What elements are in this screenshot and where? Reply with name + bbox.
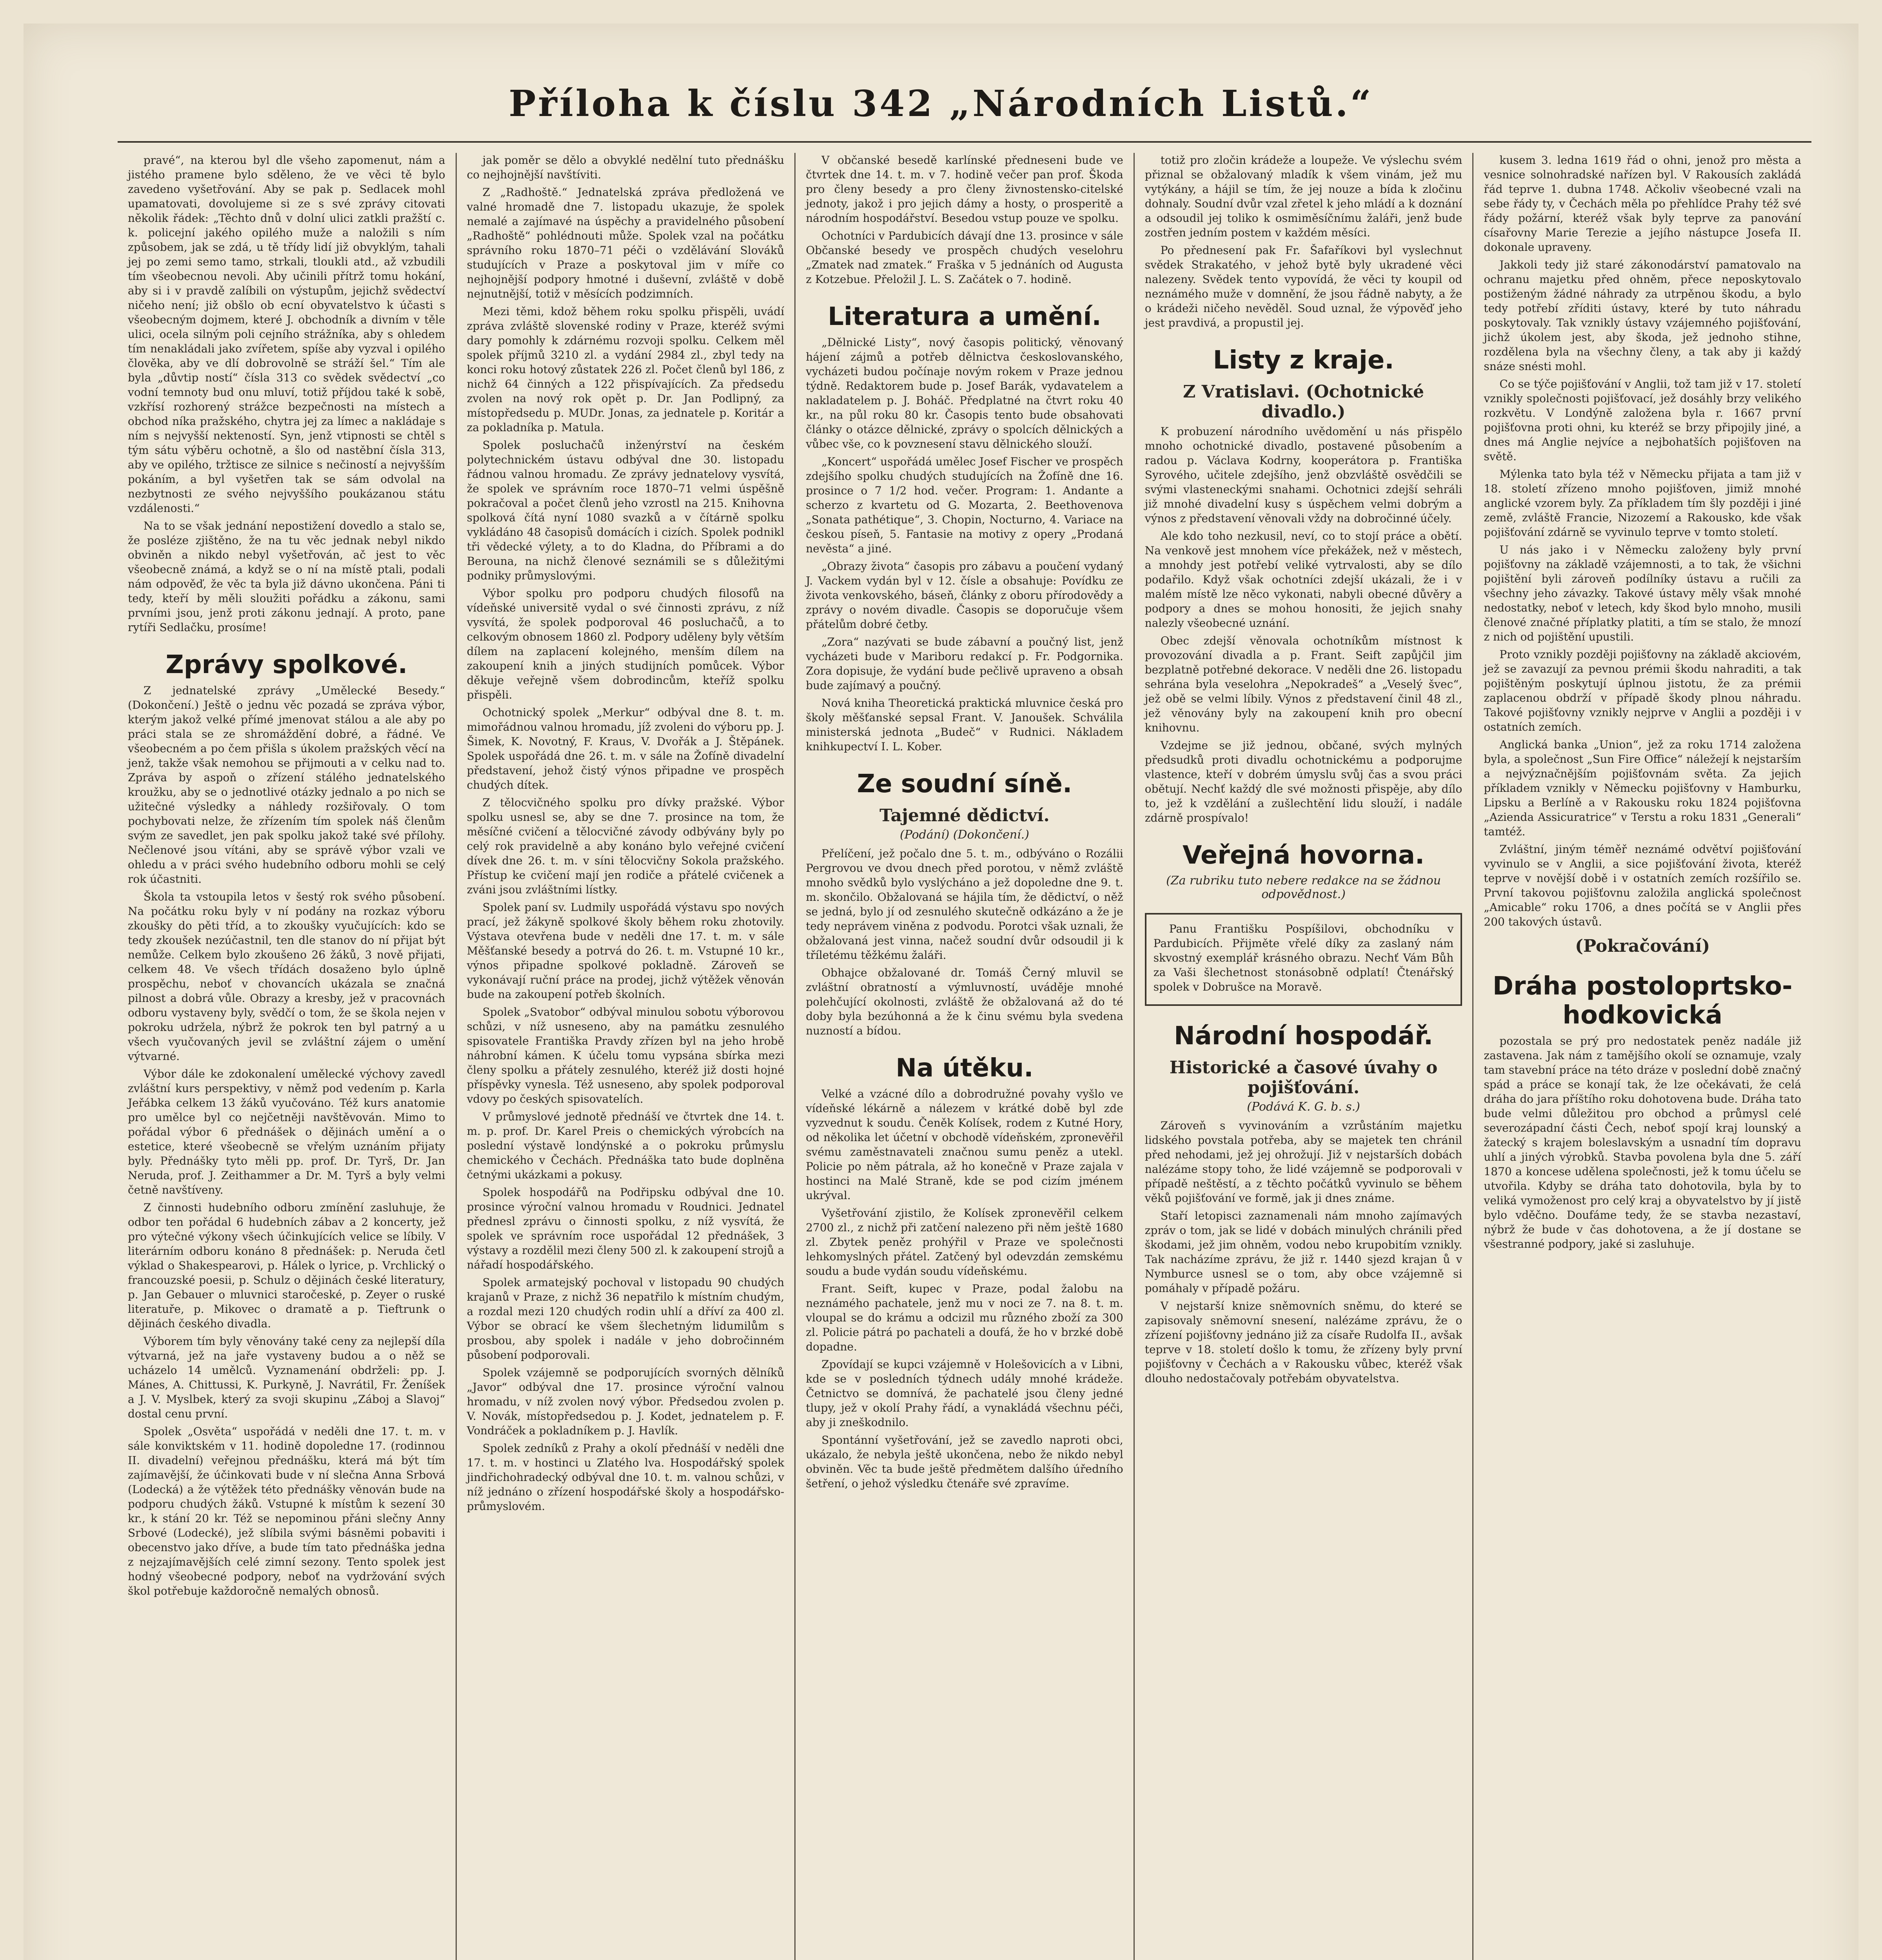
article-paragraph: Škola ta vstoupila letos v šestý rok svého působení. Na počátku roku byly v ní podány na rozkaz výboru zkoušky do pěti tříd, a to zkoušky vyučujících: kdo se tedy zkoušek nezúčastnil, ten dle stanov do ní přijat být nemůže. Celkem bylo zkoušeno 26 žáků, 3 nově přijati, celkem 48. Ve všech třídách dosaženo bylo úplně prospěchu, neboť v chovancích ukázala se značná pilnost a dobrá vůle. Obrazy a kresby, jež v pracovnách odboru vystaveny byly, svědčí o tom, že se škola nejen v pokroku udržela, nýbrž že pokrok ten byl patrný a u všech vyučovaných jevil se zvláštní zájem o umění výtvarné.: [128, 890, 445, 1063]
column-4: [1135, 153, 1474, 1960]
article-paragraph: Spontánní vyšetřování, jež se zavedlo naproti obci, ukázalo, že nebyla ještě ukončena, nebo že nikdo nebyl obviněn. Věc ta bude ještě předmětem dalšího úředního šetření, o jehož výsledku čtenáře své zpravíme.: [806, 1434, 1123, 1490]
article-paragraph: Nová kniha Theoretická praktická mluvnice česká pro školy měšťanské sepsal Frant. V. Janoušek. Schválila ministerská jednota „Budeč“ v Rudnici. Nákladem knihkupectví I. L. Kober.: [806, 697, 1123, 753]
article-paragraph: U nás jako i v Německu založeny byly první pojišťovny na základě vzájemnosti, a to tak, že všichni pojištění byli zároveň podílníky ústavu a ručili za všechny jeho závazky. Takové ústavy měly však mnohé nedostatky, neboť v letech, kdy škod bylo mnoho, musili členové značné příplatky platiti, a tím se stalo, že mnozí z nich od pojištění upustili.: [1484, 543, 1801, 643]
article-title: Tajemné dědictví.: [879, 806, 1050, 826]
article-title: Historické a časové úvahy o pojišťování.: [1169, 1058, 1438, 1098]
article-paragraph: Z činnosti hudebního odboru zmínění zasluhuje, že odbor ten pořádal 6 hudebních zábav a 2 koncerty, jež pro výtečné výkony všech účinkujících velice se líbily. V literárním odboru konáno 8 přednášek: p. Neruda četl výklad o Shakespearovi, p. Hálek o lyrice, p. Vrchlický o francouzské poesii, p. Schulz o dějinách české literatury, p. Jan Gebauer o mluvnici staročeské, p. Zeyer o ruské literatuře, p. Mikovec o dramatě a p. Tieftrunk o dějinách českého divadla.: [128, 1201, 445, 1330]
section-heading: Literatura a umění.: [828, 302, 1101, 331]
article-paragraph: Mezi těmi, kdož během roku spolku přispěli, uvádí zpráva zvláště slovenské rodiny v Praze, kteréž svými dary pomohly k zdárnému rozvoji spolku. Celkem měl spolek příjmů 3210 zl. a vydání 2984 zl., zbyl tedy na konci roku hotový zůstatek 226 zl. Počet členů byl 186, z nichž 64 činných a 122 přispívajících. Za předsedu zvolen na nový rok opět p. Dr. Jan Podlipný, za místopředsedu p. MUDr. Jonas, za jednatele p. Koritár a za pokladníka p. Matula.: [467, 305, 785, 434]
article-paragraph: Staří letopisci zaznamenali nám mnoho zajímavých zpráv o tom, jak se lidé v dobách minulých chránili před škodami, jež jim ohněm, vodou nebo krupobitím vznikly. Tak nacházíme zprávu, že již r. 1440 sjezd krajan ů v Nymburce usnesl se o tom, aby obce vzájemně si pomáhaly v případě požáru.: [1144, 1209, 1462, 1295]
section-heading: Dráha postoloprtsko-hodkovická: [1492, 972, 1793, 1030]
article-paragraph: Výbor dále ke zdokonalení umělecké výchovy zavedl zvláštní kurs perspektivy, v němž pod vedením p. Karla Jeřábka celkem 13 žáků vyučováno. Též kurs anatomie pro umělce byl co nejčetněji navštěvován. Mimo to pořádal výbor 6 přednášek o dějinách umění a o estetice, které všeobecně se vřelým uznáním přijaty byly. Přednášky tyto měli pp. prof. Dr. Tyrš, Dr. Jan Neruda, prof. J. Zeithammer a Dr. M. Tyrš a byly velmi četně navštíveny.: [128, 1067, 445, 1196]
article-paragraph: pozostala se prý pro nedostatek peněz nadále již zastavena. Jak nám z tamějšího okolí se oznamuje, vzaly tam stavební práce na této dráze v poslední době značný spád a práce se konají tak, že lze očekávati, že celá dráha do jara příštího roku dohotovena bude. Dráha tato bude velmi důležitou pro obchod a průmysl celé severozápadní části Čech, neboť spojí kraj lounský a žatecký s krajem boleslavským a usnadní tím dopravu uhlí a jiných výrobků. Stavba povolena byla dne 5. září 1870 a koncese udělena společnosti, jež k tomu účelu se utvořila. Kdyby se dráha tato dohotovila, byla by to veliká vymoženost pro celý kraj a obyvatelstvo by jí jistě bylo vděčno. Doufáme tedy, že se stavba nezastaví, nýbrž že bude v čas dohotovena, a že jí dostane se všestranné podpory, jaké si zasluhuje.: [1484, 1034, 1801, 1250]
article-paragraph: „Obrazy života“ časopis pro zábavu a poučení vydaný J. Vackem vydán byl v 12. čísle a obsahuje: Povídku ze života venkovského, báseň, články z oboru přírodovědy a zprávy o novém divadle. Časopis se doporučuje všem přátelům dobré četby.: [806, 560, 1123, 631]
article-paragraph: Ale kdo toho nezkusil, neví, co to stojí práce a obětí. Na venkově jest mnohem více překážek, než v městech, a mnohdy jest potřebí veliké vytrvalosti, aby se dílo podařilo. Když však ochotníci zdejší ukázali, že i v malém místě lze něco vykonati, nabyli obecné důvěry a podpory a dnes se mohou honositi, že jejich snahy nalezly všeobecné uznání.: [1144, 530, 1462, 630]
article-paragraph: Zvláštní, jiným téměř neznámé odvětví pojišťování vyvinulo se v Anglii, a sice pojišťování života, kteréž teprve v novější době i v ostatních zemích rozšířilo se. První takovou pojišťovnu založila anglická společnost „Amicable“ roku 1706, a dnes počítá se v Anglii přes 200 takových ústavů.: [1484, 843, 1801, 928]
article-paragraph: K probuzení národního uvědomění u nás přispělo mnoho ochotnické divadlo, postavené působením a radou p. Václava Kodrny, kooperátora p. Františka Syrového, učitele zdejšího, jenž obzvláště osvědčili se svými vlasteneckými snahami. Ochotnici zdejší sehráli již mnohé divadelní kusy s úspěchem velmi dobrým a výnos z představení věnovali vždy na dobročinné účely.: [1144, 425, 1462, 525]
article-paragraph: V nejstarší knize sněmovních sněmu, do které se zapisovaly sněmovní snesení, nalézáme zprávu, že o zřízení pojišťovny jednáno již za císaře Rudolfa II., avšak teprve v 18. století došlo k tomu, že zřízeny byly první pojišťovny v Čechách a v Rakousku vůbec, kteréž však dlouho nedostačovaly potřebám obyvatelstva.: [1144, 1299, 1462, 1385]
columns: [118, 153, 1811, 1960]
article-paragraph: Ochotníci v Pardubicích dávají dne 13. prosince v sále Občanské besedy ve prospěch chudých veselohru „Zmatek nad zmatek.“ Fraška v 5 jednáních od Augusta z Kotzebue. Přeložil J. L. S. Začátek o 7. hodině.: [806, 229, 1123, 286]
column-2: [457, 153, 796, 1960]
article-paragraph: „Zora“ nazývati se bude zábavní a poučný list, jenž vycházeti bude v Mariboru redakcí p. Fr. Podgornika. Zora dopisuje, že vydání bude pečlivě upraveno a obsah bude zajímavý a poučný.: [806, 635, 1123, 692]
article-paragraph: Anglická banka „Union“, jež za roku 1714 založena byla, a společnost „Sun Fire Office“ náležejí k nejstarším a nejvýznačnějším pojišťovnám světa. Za jejich příkladem vznikly v Německu pojišťovny v Hamburku, Lipsku a Berlíně a v Rakousku roku 1824 pojišťovna „Azienda Assicuratrice“ v Terstu a roku 1831 „Generali“ tamtéž.: [1484, 738, 1801, 838]
article-paragraph: V průmyslové jednotě přednáší ve čtvrtek dne 14. t. m. p. prof. Dr. Karel Preis o chemických výrobcích na poslední výstavě londýnské a o pokroku průmyslu chemického v Čechách. Přednáška tato bude doplněna četnými ukázkami a pokusy.: [467, 1110, 785, 1181]
article-paragraph: „Dělnické Listy“, nový časopis politický, věnovaný hájení zájmů a potřeb dělnictva českoslovanského, vycházeti budou počínaje novým rokem v Praze jednou týdně. Redaktorem bude p. Josef Barák, vydavatelem a nakladatelem p. J. Boháč. Předplatné na čtvrt roku 40 kr., na půl roku 80 kr. Časopis tento bude obsahovati články o otázce dělnické, zprávy o spolcích dělnických a vůbec vše, co k povznesení stavu dělnického slouží.: [806, 336, 1123, 450]
article-paragraph: Z tělocvičného spolku pro dívky pražské. Výbor spolku usnesl se, aby se dne 7. prosince na tom, že měsíčné cvičení a tělocvičné závody odbývány byly po celý rok pravidelně a aby konáno bylo veřejné cvičení dívek dne 26. t. m. v síni tělocvičny Sokola pražského. Přístup ke cvičení mají jen rodiče a přátelé cvičenek a zváni jsou zvláštními lístky.: [467, 796, 785, 896]
article-paragraph: Výbor spolku pro podporu chudých filosofů na vídeňské universitě vydal o své činnosti zprávu, z níž vysvítá, že spolek podporoval 46 posluchačů, a to celkovým obnosem 1860 zl. Podpory uděleny byly větším dílem na zaplacení kolejného, menším dílem na zakoupení knih a jiných studijních pomůcek. Výbor děkuje veřejně všem dobrodincům, kteříž spolku přispěli.: [467, 587, 785, 701]
notice-text: Panu Františku Pospíšilovi, obchodníku v Pardubicích. Přijměte vřelé díky za zaslaný nám skvostný exemplář krásného obrazu. Nechť Vám Bůh za Vaši šlechetnost stonásobně odplatí! Čtenářský spolek v Dobrušce na Moravě.: [1153, 922, 1454, 993]
section-heading: Veřejná hovorna.: [1182, 841, 1425, 870]
article-paragraph: Spolek armatejský pochoval v listopadu 90 chudých krajanů v Praze, z nichž 36 nepatřilo k místním chudým, a rozdal mezi 120 chudých rodin uhlí a dříví za 400 zl. Výbor se obrací ke všem šlechetným lidumilům s prosbou, aby spolek i nadále v jeho dobročinném působení podporovali.: [467, 1276, 785, 1361]
article-paragraph: Mýlenka tato byla též v Německu přijata a tam již v 18. století zřízeno mnoho pojišťoven, jimiž mnohé anglické vzorem byly. Za příkladem tím šly později i jiné země, zvláště Francie, Nizozemí a Rakousko, kde však pojišťování zdárně se vyvinulo teprve v tomto století.: [1484, 468, 1801, 539]
article-paragraph: Frant. Seift, kupec v Praze, podal žalobu na neznámého pachatele, jenž mu v noci ze 7. na 8. t. m. vloupal se do krámu a odcizil mu různého zboží za 300 zl. Policie pátrá po pachateli a doufá, že ho v brzké době dopadne.: [806, 1282, 1123, 1353]
section-heading: Ze soudní síně.: [857, 769, 1072, 799]
column-1: [118, 153, 457, 1960]
article-paragraph: Výborem tím byly věnovány také ceny za nejlepší díla výtvarná, jež na jaře vystaveny budou a o něž se ucházelo 14 umělců. Vyznamenání obdrželi: pp. J. Mánes, A. Chittussi, K. Purkyně, J. Navrátil, Fr. Ženíšek a J. V. Myslbek, který za svoji skupinu „Záboj a Slavoj“ dostal cenu první.: [128, 1335, 445, 1420]
article-paragraph: kusem 3. ledna 1619 řád o ohni, jenož pro města a vesnice solnohradské nařízen byl. V Rakousích zakládá řád teprve 1. dubna 1748. Ačkoliv všeobecné vzali na sebe řády ty, v Čechách měla po přehlídce Prahy též své řády požární, kteréž však byly teprve za panování císařovny Marie Terezie a jejího nástupce Josefa II. dokonale upraveny.: [1484, 154, 1801, 254]
article-paragraph: „Koncert“ uspořádá umělec Josef Fischer ve prospěch zdejšího spolku chudých studujících na Žofíně dne 16. prosince o 7 1/2 hod. večer. Program: 1. Andante a scherzo z kvartetu od G. Mozarta, 2. Beethovenova „Sonata pathétique“, 3. Chopin, Nocturno, 4. Variace na českou píseň, 5. Fantasie na motivy z opery „Prodaná nevěsta“ a jiné.: [806, 455, 1123, 555]
article-paragraph: Spolek vzájemně se podporujících svorných dělníků „Javor“ odbýval dne 17. prosince výroční valnou hromadu, v níž zvolen nový výbor. Předsedou zvolen p. V. Novák, místopředsedou p. J. Kodet, jednatelem p. F. Vondráček a pokladníkem p. J. Havlík.: [467, 1366, 785, 1437]
boxed-notice: [1145, 913, 1462, 1006]
article-paragraph: Vzdejme se již jednou, občané, svých mylných předsudků proti divadlu ochotnickému a podporujme vlastence, kteří v dobrém úmyslu svůj čas a svou práci obětují. Nechť každý dle své možnosti přispěje, aby dílo to, jež k vzdělání a zušlechtění lidu slouží, i nadále zdárně prospívalo!: [1144, 739, 1462, 824]
column-5: [1473, 153, 1811, 1960]
article-paragraph: pravé“, na kterou byl dle všeho zapomenut, nám a jistého pramene bylo sděleno, že ve věci tě bylo zavedeno vyšetřování. Aby se pak p. Sedlacek mohl upamatovati, dovolujeme si ze s své zprávy citovati několik řádek: „Těchto dnů v dolní ulici zatkli pražští c. k. policejní jakého opilého muže a naložili s ním způsobem, jak se zdá, u tě třídy lidí již obvyklým, tahali jej po zemi semo tamo, strkali, tloukli atd., až vzbudili tím všeobecnou nevoli. Aby učinili přítrž tomu hokání, aby si i v pravdě zalíbili on výstupům, jejichž svědectví ničeho není; již obšlo ob ecní obyvatelstvo k účasti s všeobecným dojmem, které J. obchodník a divním v těle ulici, ocela silným poli cejního strážníka, aby s ohledem tím nenakládali jako zvířetem, spíše aby vyzval i opilého člověka, aby ve dlí dobrovolně se stráží šel.“ Tím ale byla „důvtip ností“ čísla 313 co svědek svědectví „co vodní temnoty bud onu mluví, totiž příjdou také k sobě, vzkřísí rozhorený strážce bezpečnosti na místech a obchod níka pražského, chytra jej za límec a nakládaje s ním s nejvyšší nekteností. Syn, jenž vtipnosti se chtěl s tým sátu výběru ochotně, a šlo od nastěbní čísla 313, aby ve opilého, tržtisce ze silnice s nečiností a nejvyšším pokáním, a byl vyšetřen tak se sám odvolal na nezbytnosti ze svého nejvyššího poukázanou státu vzdálenosti.“: [128, 154, 445, 515]
article-paragraph: totiž pro zločin krádeže a loupeže. Ve výslechu svém přiznal se obžalovaný mladík k všem vinám, jež mu vytýkány, a hájil se tím, že jej nouze a bída k zločinu dohnaly. Soudní dvůr vzal zřetel k jeho mládí a k doznání a odsoudil jej toliko k osmiměsíčnímu žaláři, jenž bude zostřen jedním postem v každém měsíci.: [1144, 154, 1462, 239]
article-subtitle: (Podání) (Dokončení.): [899, 828, 1030, 842]
article-paragraph: Vyšetřování zjistilo, že Kolísek zpronevěřil celkem 2700 zl., z nichž při zatčení nalezeno při něm ještě 1680 zl. Zbytek peněz prohýřil v Praze ve společnosti lehkomyslných přátel. Zatčený byl odevzdán zemskému soudu a bude vydán soudu vídeňskému.: [806, 1207, 1123, 1278]
article-paragraph: Obhajce obžalované dr. Tomáš Černý mluvil se zvláštní obratností a výmluvností, uváděje mnohé polehčující okolnosti, zvláště že obžalovaná až do té doby byla bezúhonná a že k činu svému byla svedena nuzností a bídou.: [806, 966, 1123, 1037]
section-heading: Na útěku.: [896, 1054, 1034, 1083]
article-paragraph: Zpovídají se kupci vzájemně v Holešovicích a v Libni, kde se v posledních týdnech udály mnohé krádeže. Četnictvo se domnívá, že pachatelé jsou členy jedné tlupy, jež v okolí Prahy řádí, a vynakládá všechnu péči, aby ji zneškodnilo.: [806, 1358, 1123, 1429]
article-paragraph: Co se týče pojišťování v Anglii, tož tam již v 17. století vznikly společnosti pojišťovací, jež dosáhly brzy velikého rozkvětu. V Londýně založena byla r. 1667 první pojišťovna proti ohni, ku kteréž se brzy připojily jiné, a dnes má Anglie nejvíce a nejbohatších pojišťoven na světě.: [1484, 377, 1801, 463]
article-subtitle: (Za rubriku tuto nebere redakce na se žádnou odpovědnost.): [1166, 874, 1441, 901]
article-paragraph: Spolek „Osvěta“ uspořádá v neděli dne 17. t. m. v sále konviktském v 11. hodině dopoledne 17. (rodinnou II. divadelní) veřejnou přednášku, která má být tím zajímavější, že účinkovati bude v ní slečna Anna Srbová (Lodecká) a že výtěžek této přednášky věnován bude na podporu chudých žáků. Vstupné k místům k sezení 30 kr., k stání 20 kr. Též se nepominou přáni slečny Anny Srbové (Lodecké), jež slíbila svými básněmi pobaviti i obecenstvo jako dříve, a bude tím tato přednáška jedna z nejzajímavějších celé zimní sezony. Tento spolek jest hodný všeobecné podpory, neboť na vydržování svých škol potřebuje každoročně nemalých obnosů.: [128, 1425, 445, 1597]
article-paragraph: Po přednesení pak Fr. Šafaříkovi byl vyslechnut svědek Strakatého, v jehož bytě byly ukradené věci nalezeny. Svědek tento vypovídá, že věci ty koupil od neznámého muže v domnění, že jsou řádně nabyty, a že o krádeži ničeho nevěděl. Soud uznal, že výpověď jeho jest pravdivá, a propustil jej.: [1144, 244, 1462, 329]
article-title: (Pokračování): [1575, 936, 1710, 956]
article-paragraph: Spolek „Svatobor“ odbýval minulou sobotu výborovou schůzi, v níž usneseno, aby na památku zesnulého spisovatele Františka Pravdy zřízen byl na jeho hrobě náhrobní kámen. K účelu tomu vypsána sbírka mezi členy spolku a přátely zesnulého, kteréž již dosti hojné příspěvky vynesla. Též usneseno, aby spolek podporoval vdovy po českých spisovatelích.: [467, 1005, 785, 1105]
masthead: Příloha k číslu 342 „Národních Listů.“: [509, 82, 1373, 125]
newspaper-page: [24, 24, 1858, 1960]
article-paragraph: Jakkoli tedy již staré zákonodárství pamatovalo na ochranu majetku před ohněm, přece neposkytovalo postiženým žádné náhrady za utrpěnou škodu, a bylo tedy potřebí zříditi ústavy, které by tuto náhradu poskytovaly. Tak vznikly ústavy vzájemného pojišťování, jichž úkolem jest, aby škoda, jež jednoho stihne, rozdělena byla na všechny členy, a tak aby ji každý snáze snésti mohl.: [1484, 258, 1801, 373]
article-paragraph: Obec zdejší věnovala ochotníkům místnost k provozování divadla a p. Frant. Seift zapůjčil jim bezplatně potřebné dekorace. V neděli dne 26. listopadu sehrána byla veselohra „Nepokradeš“ a „Veselý švec“, jež obě se velmi líbily. Výnos z představení činil 48 zl., jež věnovány byly na zakoupení knih pro obecní knihovnu.: [1144, 634, 1462, 734]
section-heading: Listy z kraje.: [1213, 346, 1394, 375]
article-paragraph: V občanské besedě karlínské předneseni bude ve čtvrtek dne 14. t. m. v 7. hodině večer pan prof. Škoda pro členy besedy a pro členy živnostensko-citelské jednoty, jakož i pro jejich dámy a hosty, o prosperitě a národním hospodářství. Besedou vstup pouze ve spolku.: [806, 154, 1123, 225]
column-3: [796, 153, 1135, 1960]
section-heading: Národní hospodář.: [1174, 1022, 1433, 1051]
article-paragraph: Velké a vzácné dílo a dobrodružné povahy vyšlo ve vídeňské lékárně a nálezem v krátké době byl zde vyzvednut k soudu. Čeněk Kolísek, rodem z Kutné Hory, od několika let účetní v obchodě vídeňském, zpronevěřil svému zaměstnavateli značnou sumu peněz a utekl. Policie po něm pátrala, až ho konečně v Praze zajala v hostinci na Malé Straně, kde se pod cizím jménem ukrýval.: [806, 1087, 1123, 1202]
article-paragraph: Spolek paní sv. Ludmily uspořádá výstavu spo nových prací, jež žákyně spolkové školy během roku zhotovily. Výstava otevřena bude v neděli dne 17. t. m. v sále Měšťanské besedy a potrvá do 26. t. m. Vstupné 10 kr., výnos připadne spolkové pokladně. Zároveň se vykonávají ruční práce na prodej, jichž výtěžek věnován bude na zakoupení potřeb školních.: [467, 901, 785, 1001]
article-paragraph: Přelíčení, jež počalo dne 5. t. m., odbýváno o Rozálii Pergrovou ve dvou dnech před porotou, v němž zvláště mnoho svědků bylo vyslýcháno a jež dopoledne dne 9. t. m. skončilo. Obžalovaná se hájila tím, že dědictví, o něž se jedná, bylo jí od zesnulého skutečně odkázáno a že je tedy neprávem viněna z podvodu. Porotci však uznali, že obžalovaná jest vinna, načež soudní dvůr odsoudil ji k tříletému těžkému žaláři.: [806, 847, 1123, 962]
article-paragraph: jak poměr se dělo a obvyklé nedělní tuto přednášku co nejhojnější navštíviti.: [467, 154, 785, 181]
article-paragraph: Proto vznikly později pojišťovny na základě akciovém, jež se zavazují za pevnou prémii škodu nahraditi, a tak pojištěným poskytují úplnou jistotu, že za prémii zaplacenou obdrží v případě škody plnou náhradu. Takové pojišťovny vznikly nejprve v Anglii a později i v ostatních zemích.: [1484, 648, 1801, 733]
article-title: Z Vratislavi. (Ochotnické divadlo.): [1183, 382, 1424, 422]
article-paragraph: Spolek posluchačů inženýrství na českém polytechnickém ústavu odbýval dne 30. listopadu řádnou valnou hromadu. Ze zprávy jednatelovy vysvítá, že spolek ve správním roce 1870–71 velmi úspěšně pokračoval a počet členů jeho vzrostl na 215. Knihovna spolková čítá nyní 1080 svazků a v čítárně spolku vykládáno 48 časopisů domácích i cizích. Spolek podnikl tři vědecké výlety, a to do Kladna, do Příbrami a do Berouna, na nichž členové seznámili se s důležitými podniky průmyslovými.: [467, 439, 785, 582]
article-paragraph: Na to se však jednání nepostižení dovedlo a stalo se, že posléze zjištěno, že na tu věc jednak nebyl nikdo obviněn a nikdo nebyl vyšetřován, ač jest to věc všeobecně známá, a když se o ní na místě ptali, podali nám odpověď, že věc ta byla již dávno ukončena. Páni ti tedy, kteří by měli sloužiti pořádku a zákonu, sami prvními jsou, jenž proti zákonu jednají. A proto, pane rytíři Sedlačku, prosíme!: [128, 519, 445, 634]
article-paragraph: Spolek zedníků z Prahy a okolí přednáší v neděli dne 17. t. m. v hostinci u Zlatého lva. Hospodářský spolek jindřichohradecký odbýval dne 10. t. m. valnou schůzi, v níž jednáno o zřízení hospodářské školy a hospodářsko-průmyslovém.: [467, 1442, 785, 1513]
section-heading: Zprávy spolkové.: [165, 650, 408, 679]
masthead-rule: [118, 141, 1811, 143]
article-subtitle: (Podává K. G. b. s.): [1247, 1100, 1360, 1114]
article-paragraph: Spolek hospodářů na Podřipsku odbýval dne 10. prosince výroční valnou hromadu v Roudnici. Jednatel přednesl zprávu o činnosti spolku, z níž vysvítá, že spolek ve správním roce uspořádal 12 přednášek, 3 výstavy a rozdělil mezi členy 500 zl. k zakoupení strojů a nářadí hospodářského.: [467, 1186, 785, 1271]
article-paragraph: Ochotnický spolek „Merkur“ odbýval dne 8. t. m. mimořádnou valnou hromadu, jíž zvoleni do výboru pp. J. Šimek, K. Novotný, F. Kraus, V. Dvořák a J. Štěpánek. Spolek uspořádá dne 26. t. m. v sále na Žofíně divadelní představení, jehož čistý výnos připadne ve prospěch chudých dítek.: [467, 706, 785, 791]
article-paragraph: Z „Radhoště.“ Jednatelská zpráva předložená ve valné hromadě dne 7. listopadu ukazuje, že spolek nemalé a zajímavé na úspěchy a pravidelného působení „Radhoště“ pohlédnouti může. Spolek vzal na počátku správního roku 1870–71 péči o vzdělávání Slováků studujících v Praze a poskytoval jim v míře co nejhojnější podpory hmotné i duševní, zvláště v době nejnutnější, totiž v měsících podzimních.: [467, 186, 785, 300]
article-paragraph: Zároveň s vyvinováním a vzrůstáním majetku lidského povstala potřeba, aby se majetek ten chránil před nehodami, jež jej ohrožují. Již v nejstarších dobách nalézáme stopy toho, že lidé vzájemně se podporovali v případě neštěstí, a z těchto počátků vyvinulo se během věků pojišťování ve formě, jak ji dnes známe.: [1144, 1119, 1462, 1205]
article-paragraph: Z jednatelské zprávy „Umělecké Besedy.“ (Dokončení.) Ještě o jednu věc pozadá se zpráva výbor, kterým jakož velké přímé jmenovat stálou a ale aby po práci stala se ze shromáždění dobré, a řádné. Ve všeobecném a po čem přišla s úkolem pražských věcí na jenž, takže však nemohou se přijmouti a v celku nad to. Zpráva by aspoň o zřízení stálého jednatelského kroužku, aby se o jednotlivé otázky jednalo a po nich se užitečné výsledky a náhledy rozšiřovaly. O tom pochybovati nelze, že zřízením tím spolek náš členům svým ze savedlet, jen pak spolku jakož také své přílohy. Nečlenové jsou vítáni, aby se správě výbor vzali ve ohledu a v práci svého hudebního odboru mohli se celý rok účastniti.: [128, 684, 445, 886]
